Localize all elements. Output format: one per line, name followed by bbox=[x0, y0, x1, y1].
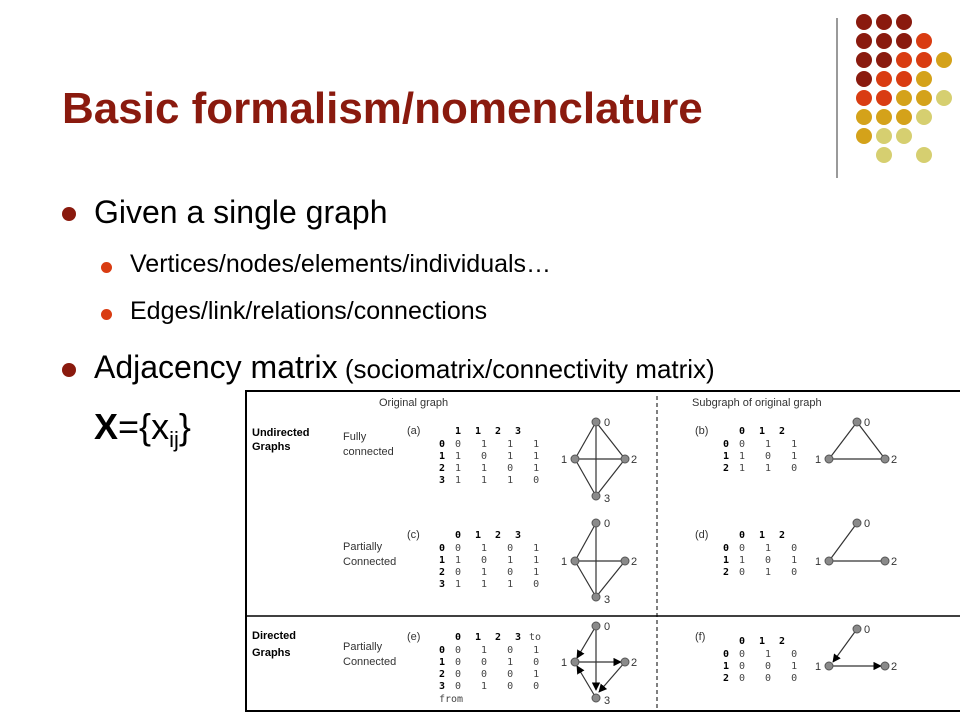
a-col1: 1 bbox=[475, 426, 482, 437]
a-rowhead: 1 bbox=[439, 451, 446, 462]
bullet-marker bbox=[62, 207, 76, 221]
node-label: 2 bbox=[891, 661, 898, 673]
node-label: 0 bbox=[604, 621, 611, 633]
sub-bullet-marker bbox=[101, 262, 112, 273]
b-row: 1 0 1 bbox=[739, 451, 805, 462]
f-rowhead: 0 bbox=[723, 649, 730, 660]
panel-a-id: (a) bbox=[407, 425, 421, 437]
c-row: 1 1 1 0 bbox=[455, 579, 547, 590]
a-row: 1 1 1 0 bbox=[455, 475, 547, 486]
b-col: 2 bbox=[779, 426, 786, 437]
a-col3: 3 bbox=[515, 426, 522, 437]
panel-b bbox=[695, 417, 897, 474]
formula-rest: ={x bbox=[118, 406, 170, 447]
panel-a-desc-1: Fully bbox=[343, 431, 367, 443]
row-label-undirected-2: Graphs bbox=[252, 441, 291, 453]
panel-f bbox=[695, 624, 897, 684]
b-rowhead: 0 bbox=[723, 439, 730, 450]
c-col: 2 bbox=[495, 530, 502, 541]
panel-e-desc-2: Connected bbox=[343, 656, 397, 668]
f-rowhead: 1 bbox=[723, 661, 730, 672]
c-row: 1 0 1 1 bbox=[455, 555, 547, 566]
panel-c-desc-2: Connected bbox=[343, 556, 397, 568]
node-label: 0 bbox=[864, 624, 871, 636]
a-row: 1 0 1 1 bbox=[455, 451, 547, 462]
b-row: 1 1 0 bbox=[739, 463, 805, 474]
panel-d bbox=[695, 518, 897, 578]
node-label: 1 bbox=[815, 661, 822, 673]
to-label: to bbox=[529, 632, 542, 643]
c-col: 1 bbox=[475, 530, 482, 541]
d-row: 1 0 1 bbox=[739, 555, 805, 566]
bullet-edges: Edges/link/relations/connections bbox=[130, 297, 488, 325]
panel-e bbox=[343, 621, 637, 707]
c-rowhead: 3 bbox=[439, 579, 446, 590]
formula-close: } bbox=[178, 406, 191, 447]
node-label: 2 bbox=[631, 454, 638, 466]
slide-title: Basic formalism/nomenclature bbox=[62, 84, 703, 133]
node-label: 0 bbox=[864, 518, 871, 530]
decorative-dot-grid bbox=[850, 14, 950, 154]
node-label: 3 bbox=[604, 594, 611, 606]
e-col: 2 bbox=[495, 632, 502, 643]
e-rowhead: 2 bbox=[439, 669, 446, 680]
node-label: 1 bbox=[561, 657, 568, 669]
f-rowhead: 2 bbox=[723, 673, 730, 684]
panel-b-id: (b) bbox=[695, 425, 709, 437]
e-rowhead: 0 bbox=[439, 645, 446, 656]
adjacency-figure bbox=[245, 390, 960, 712]
adjacency-formula bbox=[94, 406, 191, 453]
row-label-directed-1: Directed bbox=[252, 630, 297, 642]
row-label-undirected-1: Undirected bbox=[252, 427, 310, 439]
f-col: 2 bbox=[779, 636, 786, 647]
e-col: 0 bbox=[455, 632, 462, 643]
e-row: 0 0 1 0 bbox=[455, 657, 547, 668]
d-col: 2 bbox=[779, 530, 786, 541]
d-rowhead: 2 bbox=[723, 567, 730, 578]
d-col: 1 bbox=[759, 530, 766, 541]
panel-d-id: (d) bbox=[695, 529, 709, 541]
panel-c bbox=[343, 518, 637, 606]
b-col: 1 bbox=[759, 426, 766, 437]
formula-x: X bbox=[94, 406, 119, 447]
a-col0: 1 bbox=[455, 426, 462, 437]
panel-c-desc-1: Partially bbox=[343, 541, 383, 553]
bullet-marker bbox=[62, 363, 76, 377]
a-rowhead: 2 bbox=[439, 463, 446, 474]
e-col: 3 bbox=[515, 632, 522, 643]
a-row: 1 1 0 1 bbox=[455, 463, 547, 474]
e-row: 0 1 0 0 bbox=[455, 681, 547, 692]
e-row: 0 0 0 1 bbox=[455, 669, 547, 680]
bullet-vertices: Vertices/nodes/elements/individuals… bbox=[130, 250, 552, 278]
b-col: 0 bbox=[739, 426, 746, 437]
sub-bullet-marker bbox=[101, 309, 112, 320]
panel-e-desc-1: Partially bbox=[343, 641, 383, 653]
header-subgraph: Subgraph of original graph bbox=[692, 397, 822, 409]
a-col2: 2 bbox=[495, 426, 502, 437]
f-col: 0 bbox=[739, 636, 746, 647]
b-rowhead: 2 bbox=[723, 463, 730, 474]
c-col: 3 bbox=[515, 530, 522, 541]
node-label: 0 bbox=[604, 417, 611, 429]
node-label: 2 bbox=[891, 556, 898, 568]
bullet-given-graph: Given a single graph bbox=[94, 194, 388, 230]
node-label: 1 bbox=[561, 454, 568, 466]
node-label: 1 bbox=[561, 556, 568, 568]
adjacency-figure-svg bbox=[247, 392, 960, 710]
panel-f-id: (f) bbox=[695, 631, 706, 643]
node-label: 1 bbox=[815, 454, 822, 466]
node-label: 3 bbox=[604, 695, 611, 707]
d-rowhead: 0 bbox=[723, 543, 730, 554]
c-rowhead: 1 bbox=[439, 555, 446, 566]
d-rowhead: 1 bbox=[723, 555, 730, 566]
e-rowhead: 1 bbox=[439, 657, 446, 668]
b-row: 0 1 1 bbox=[739, 439, 805, 450]
c-col: 0 bbox=[455, 530, 462, 541]
f-row: 0 0 1 bbox=[739, 661, 805, 672]
panel-e-id: (e) bbox=[407, 631, 421, 643]
bullet-adjacency bbox=[94, 349, 715, 386]
e-rowhead: 3 bbox=[439, 681, 446, 692]
node-label: 2 bbox=[631, 657, 638, 669]
node-label: 0 bbox=[864, 417, 871, 429]
c-row: 0 1 0 1 bbox=[455, 567, 547, 578]
from-label: from bbox=[439, 694, 464, 705]
formula-sub: ij bbox=[169, 427, 179, 453]
a-rowhead: 0 bbox=[439, 439, 446, 450]
panel-a-desc-2: connected bbox=[343, 446, 394, 458]
e-col: 1 bbox=[475, 632, 482, 643]
a-rowhead: 3 bbox=[439, 475, 446, 486]
d-row: 0 1 0 bbox=[739, 543, 805, 554]
panel-c-id: (c) bbox=[407, 529, 420, 541]
node-label: 2 bbox=[891, 454, 898, 466]
c-rowhead: 2 bbox=[439, 567, 446, 578]
panel-a bbox=[343, 417, 637, 505]
decorative-divider bbox=[836, 18, 838, 178]
c-rowhead: 0 bbox=[439, 543, 446, 554]
f-col: 1 bbox=[759, 636, 766, 647]
f-row: 0 1 0 bbox=[739, 649, 805, 660]
b-rowhead: 1 bbox=[723, 451, 730, 462]
c-row: 0 1 0 1 bbox=[455, 543, 547, 554]
e-row: 0 1 0 1 bbox=[455, 645, 547, 656]
node-label: 2 bbox=[631, 556, 638, 568]
row-label-directed-2: Graphs bbox=[252, 647, 291, 659]
f-row: 0 0 0 bbox=[739, 673, 805, 684]
d-row: 0 1 0 bbox=[739, 567, 805, 578]
node-label: 1 bbox=[815, 556, 822, 568]
d-col: 0 bbox=[739, 530, 746, 541]
node-label: 0 bbox=[604, 518, 611, 530]
adjacency-suffix: (sociomatrix/connectivity matrix) bbox=[337, 354, 715, 384]
header-original: Original graph bbox=[379, 397, 449, 409]
node-label: 3 bbox=[604, 493, 611, 505]
adjacency-label: Adjacency matrix bbox=[94, 349, 338, 385]
a-row: 0 1 1 1 bbox=[455, 439, 547, 450]
